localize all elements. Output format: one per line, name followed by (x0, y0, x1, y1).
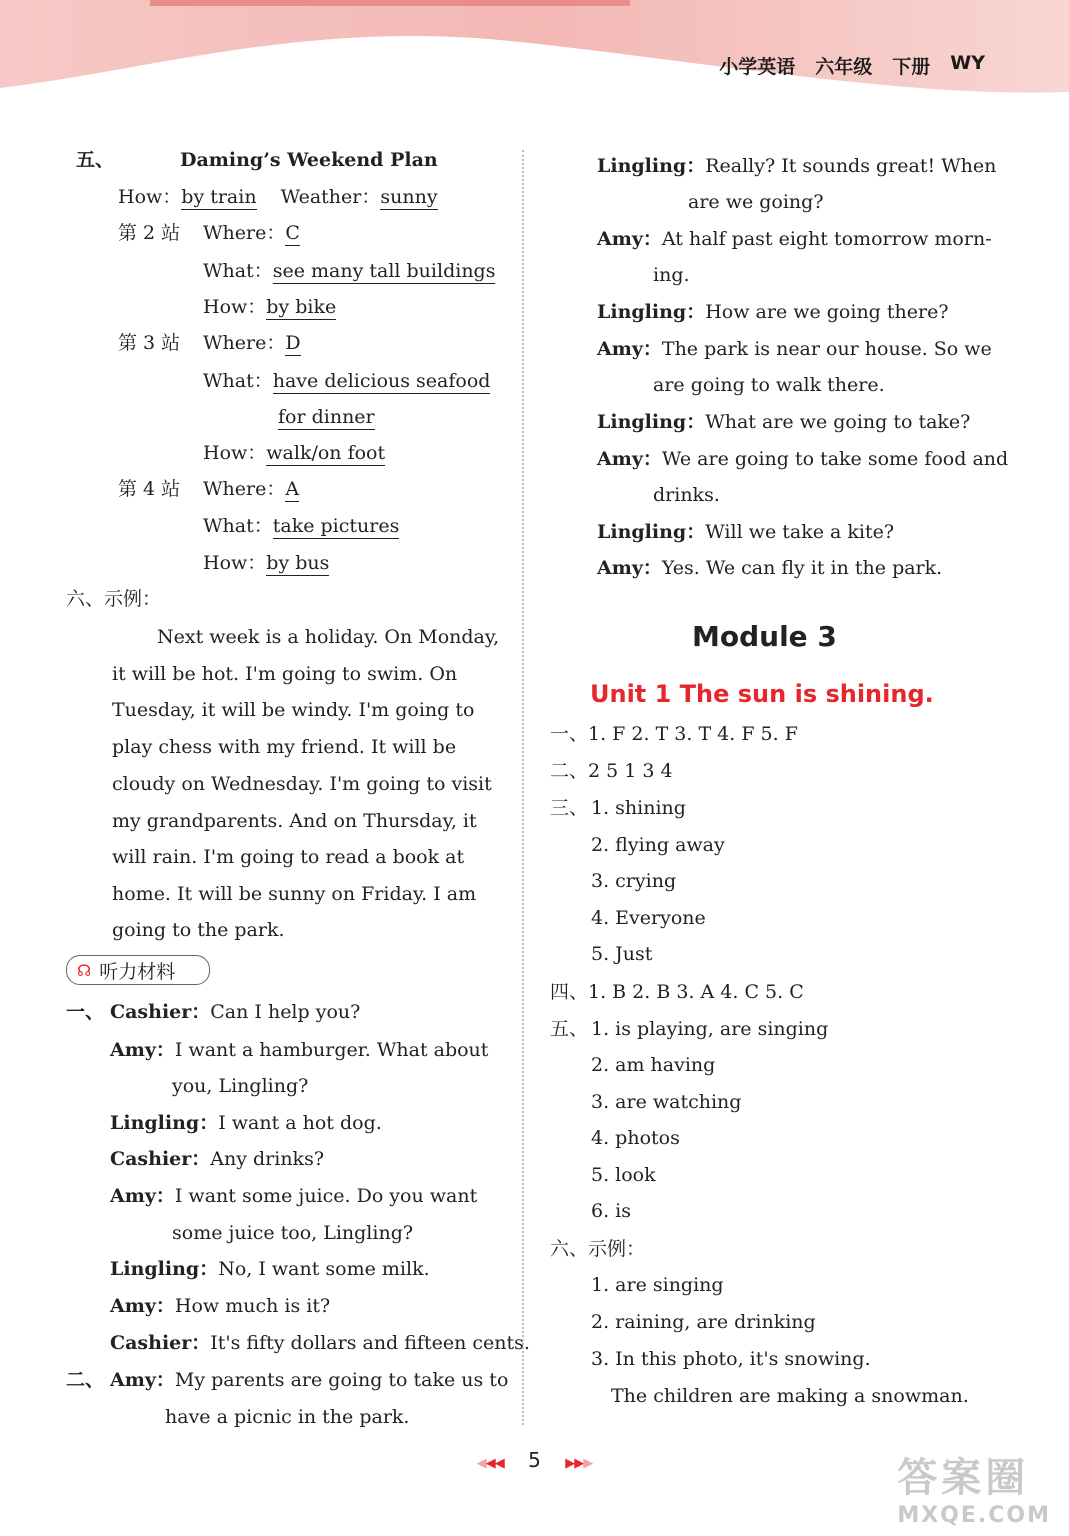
answer-item: 2. raining, are drinking (591, 1311, 816, 1333)
essay-line: my grandparents. And on Thursday, it (112, 810, 477, 832)
dialog-line: Cashier：Can I help you? (110, 1001, 361, 1023)
dialog-line-cont: are we going? (688, 191, 824, 213)
dialog-line-cont: drinks. (653, 484, 720, 506)
grade: 六年级 (815, 56, 873, 78)
answer-item: 5. look (591, 1164, 656, 1186)
listening-material-tag (66, 955, 210, 985)
dialog-line: Amy：I want some juice. Do you want (110, 1185, 478, 1207)
answer-item: 1. are singing (591, 1274, 724, 1296)
answer-5-label: 五、 (550, 1018, 589, 1040)
stop-4-where: Where：A (203, 478, 300, 500)
dialog-line: Amy：I want a hamburger. What about (110, 1039, 489, 1061)
stop-4-what: What：take pictures (203, 515, 400, 537)
answer-3-label: 三、 (550, 797, 589, 819)
dialog-line-cont: you, Lingling? (172, 1075, 309, 1097)
section-5-label: 五、 (76, 149, 115, 171)
dialog-line-cont: are going to walk there. (653, 374, 885, 396)
dialog-line: Lingling：What are we going to take? (597, 411, 971, 433)
watermark: 答案圈 MXQE.COM (897, 1455, 1051, 1528)
essay-line: Next week is a holiday. On Monday, (157, 626, 500, 648)
dialog-line: Lingling：Will we take a kite? (597, 521, 895, 543)
dialog-line-cont: some juice too, Lingling? (172, 1222, 414, 1244)
dialog-line: Lingling：How are we going there? (597, 301, 949, 323)
dialog-line-cont: have a picnic in the park. (165, 1406, 410, 1428)
stop-4-how: How：by bus (203, 552, 330, 574)
answer-item: 1. shining (591, 797, 686, 819)
answer-item: 3. are watching (591, 1091, 742, 1113)
essay-line: will rain. I'm going to read a book at (112, 846, 465, 868)
stop-3-how: How：walk/on foot (203, 442, 386, 464)
dialog-line: Lingling：Really? It sounds great! When (597, 155, 997, 177)
edition: WY (950, 52, 985, 74)
dialog-line-cont: ing. (653, 264, 690, 286)
answer-4: 四、1. B 2. B 3. A 4. C 5. C (550, 981, 804, 1003)
dialog-line: Amy：Yes. We can fly it in the park. (597, 557, 943, 579)
answer-6-label: 六、示例： (550, 1238, 646, 1260)
answer-item: 2. flying away (591, 834, 725, 856)
stop-4-label: 第 4 站 (118, 478, 181, 500)
page-number: 5 (528, 1448, 541, 1472)
answer-item: 3. In this photo, it's snowing. (591, 1348, 871, 1370)
essay-line: Tuesday, it will be windy. I'm going to (112, 699, 475, 721)
column-divider (522, 150, 524, 1425)
answer-1: 一、1. F 2. T 3. T 4. F 5. F (550, 723, 798, 745)
essay-line: play chess with my friend. It will be (112, 736, 457, 758)
answer-item: 4. Everyone (591, 907, 706, 929)
stop-3-what: What：have delicious seafood (203, 370, 491, 392)
answer-item: 6. is (591, 1200, 631, 1222)
dialog-line: Lingling：I want a hot dog. (110, 1112, 382, 1134)
module-title: Module 3 (692, 620, 837, 653)
unit-title: Unit 1 The sun is shining. (590, 680, 934, 708)
answer-item: 2. am having (591, 1054, 716, 1076)
listening-tag-label: 听力材料 (99, 960, 176, 983)
dialog-1-label: 一、 (66, 1001, 105, 1023)
dialog-2-label: 二、 (66, 1369, 105, 1391)
volume: 下册 (892, 56, 931, 78)
prev-arrows-icon: ◀◀◀ (476, 1456, 504, 1471)
dialog-line: Cashier：It's fifty dollars and fifteen cents. (110, 1332, 530, 1354)
stop-2-where: Where：C (203, 222, 300, 244)
stop-2-what: What：see many tall buildings (203, 260, 496, 282)
stop-3-what-cont: for dinner (278, 406, 375, 428)
essay-line: cloudy on Wednesday. I'm going to visit (112, 773, 492, 795)
essay-line: home. It will be sunny on Friday. I am (112, 883, 477, 905)
answer-2: 二、2 5 1 3 4 (550, 760, 673, 782)
section-6-label: 六、示例： (66, 588, 162, 610)
dialog-line: Amy：At half past eight tomorrow morn- (597, 228, 992, 250)
dialog-line: Amy：The park is near our house. So we (597, 338, 992, 360)
dialog-line: Cashier：Any drinks? (110, 1148, 325, 1170)
subject: 小学英语 (719, 56, 796, 78)
stop-2-label: 第 2 站 (118, 222, 181, 244)
dialog-line: Amy：We are going to take some food and (597, 448, 1009, 470)
next-arrows-icon: ▶▶▶ (565, 1456, 593, 1471)
headphones-icon: ☊ (77, 960, 92, 980)
dialog-line: Lingling：No, I want some milk. (110, 1258, 430, 1280)
dialog-line: Amy：My parents are going to take us to (110, 1369, 509, 1391)
answer-item-cont: The children are making a snowman. (611, 1385, 969, 1407)
stop-2-how: How：by bike (203, 296, 337, 318)
dialog-line: Amy：How much is it? (110, 1295, 331, 1317)
header-info (719, 52, 985, 79)
essay-line: going to the park. (112, 919, 285, 941)
answer-item: 4. photos (591, 1127, 680, 1149)
stop-3-where: Where：D (203, 332, 301, 354)
answer-item: 5. Just (591, 943, 653, 965)
answer-item: 1. is playing, are singing (591, 1018, 829, 1040)
stop-3-label: 第 3 站 (118, 332, 181, 354)
essay-line: it will be hot. I'm going to swim. On (112, 663, 458, 685)
answer-item: 3. crying (591, 870, 677, 892)
how-row: How：by train Weather：sunny (118, 186, 438, 208)
plan-title: Daming’s Weekend Plan (180, 149, 438, 171)
